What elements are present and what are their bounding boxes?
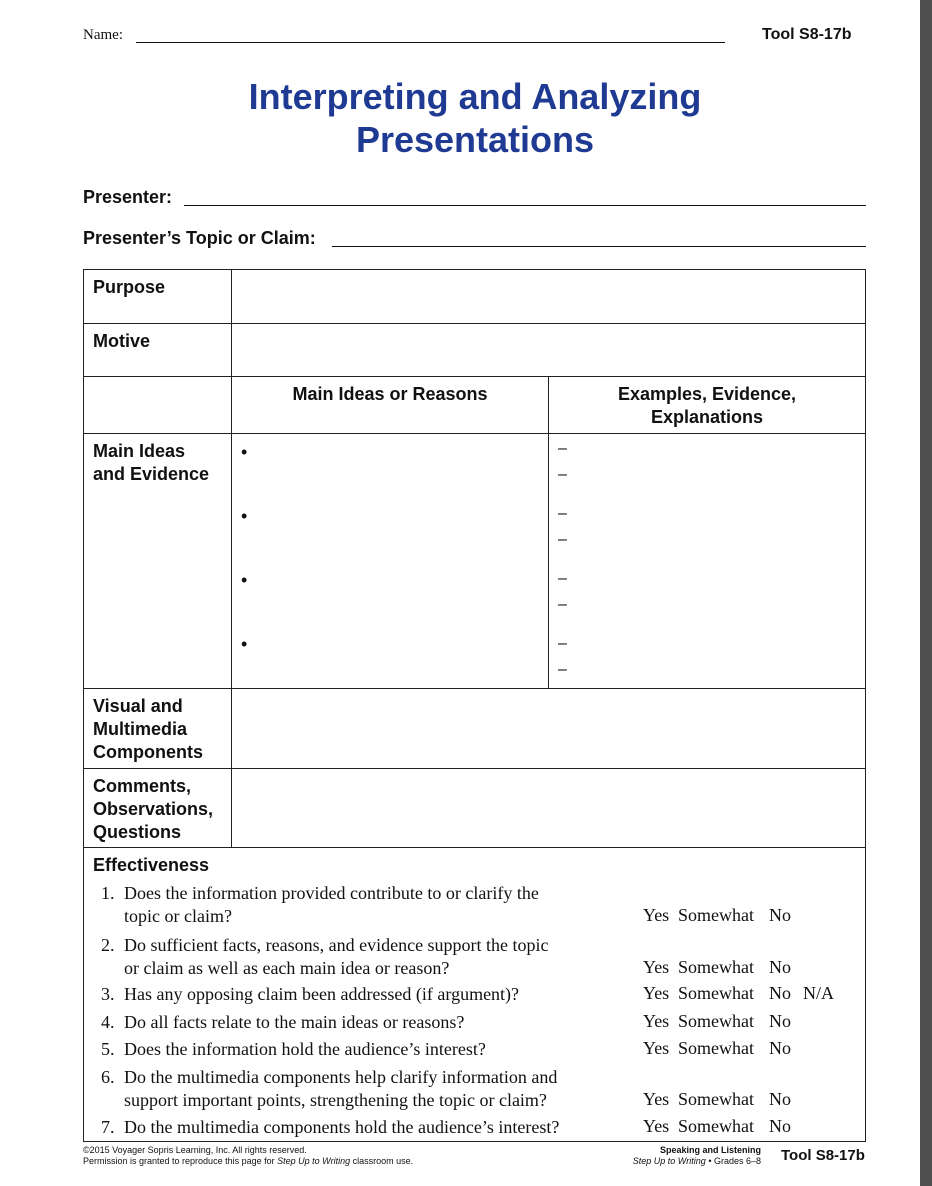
label-line: Components	[93, 742, 203, 762]
question-number: 1.	[101, 883, 115, 903]
topic-line[interactable]	[332, 246, 866, 247]
evidence-field[interactable]	[548, 433, 866, 689]
answer-option-no[interactable]: No	[769, 1011, 791, 1031]
main-ideas-label	[83, 433, 232, 689]
question-text: Do sufficient facts, reasons, and evidence support the topic	[124, 935, 549, 955]
copyright: ©2015 Voyager Sopris Learning, Inc. All rights reserved.	[83, 1145, 307, 1155]
question-number: 4.	[101, 1012, 115, 1032]
page-title	[0, 75, 932, 161]
name-line[interactable]	[136, 42, 725, 43]
permission-text: classroom use.	[350, 1156, 414, 1166]
label-line: Multimedia	[93, 719, 188, 739]
book-title: Step Up to Writing	[632, 1156, 706, 1166]
answer-option-somewhat[interactable]: Somewhat	[678, 983, 754, 1003]
dash: –	[558, 635, 567, 652]
answer-option-yes[interactable]: Yes	[643, 905, 670, 925]
answer-option-na[interactable]: N/A	[803, 983, 834, 1003]
bullet: •	[241, 506, 248, 526]
question-text: or claim as well as each main idea or reason?	[124, 958, 450, 978]
main-ideas-field[interactable]	[231, 433, 549, 689]
dash: –	[558, 505, 567, 522]
label-line: Questions	[93, 822, 182, 842]
motive-label: Motive	[83, 323, 232, 377]
answer-option-no[interactable]: No	[769, 1089, 791, 1109]
answer-option-yes[interactable]: Yes	[643, 1089, 670, 1109]
visual-field[interactable]	[231, 688, 866, 769]
question-text: Has any opposing claim been addressed (if argument)?	[124, 984, 520, 1004]
label-line: Observations,	[93, 799, 214, 819]
comments-label	[83, 768, 232, 848]
question-number: 3.	[101, 984, 115, 1004]
grades: • Grades 6–8	[705, 1156, 761, 1166]
scrollbar[interactable]	[920, 0, 932, 1186]
question-number: 6.	[101, 1067, 115, 1087]
permission-text: Permission is granted to reproduce this page for	[83, 1156, 278, 1166]
label-line: Comments,	[93, 776, 192, 796]
dash: –	[558, 466, 567, 483]
footer-tool-id: Tool S8-17b	[781, 1147, 865, 1164]
question-number: 5.	[101, 1039, 115, 1059]
footer-left	[83, 1145, 413, 1167]
dash: –	[558, 440, 567, 457]
answer-option-no[interactable]: No	[769, 905, 791, 925]
answer-option-somewhat[interactable]: Somewhat	[678, 905, 754, 925]
bullet: •	[241, 634, 248, 654]
motive-field[interactable]	[231, 323, 866, 377]
footer-right	[633, 1145, 761, 1167]
topic-label: Presenter’s Topic or Claim:	[83, 228, 316, 248]
section: Speaking and Listening	[659, 1145, 761, 1155]
question-number: 2.	[101, 935, 115, 955]
question-text: Does the information hold the audience’s interest?	[124, 1039, 486, 1059]
dash: –	[558, 596, 567, 613]
question-text: support important points, strengthening the topic or claim?	[124, 1090, 547, 1110]
effectiveness-section	[83, 847, 866, 1142]
blank-header-cell	[83, 376, 232, 434]
answer-option-no[interactable]: No	[769, 983, 791, 1003]
col-examples	[548, 376, 866, 434]
col-main-ideas: Main Ideas or Reasons	[231, 376, 549, 434]
label-line: Visual and	[93, 696, 183, 716]
answer-option-somewhat[interactable]: Somewhat	[678, 1038, 754, 1058]
presenter-line[interactable]	[184, 205, 866, 206]
question-number: 7.	[101, 1117, 115, 1137]
title-line-1: Interpreting and Analyzing	[248, 76, 702, 117]
title-line-2: Presentations	[355, 119, 595, 160]
bullet: •	[241, 570, 248, 590]
question-text: Do the multimedia components hold the audience’s interest?	[124, 1117, 560, 1137]
answer-option-somewhat[interactable]: Somewhat	[678, 1116, 754, 1136]
purpose-field[interactable]	[231, 269, 866, 324]
question-text: topic or claim?	[124, 906, 232, 926]
tool-id: Tool S8-17b	[762, 26, 852, 43]
answer-option-no[interactable]: No	[769, 1116, 791, 1136]
answer-option-somewhat[interactable]: Somewhat	[678, 1089, 754, 1109]
answer-option-yes[interactable]: Yes	[643, 1116, 670, 1136]
dash: –	[558, 531, 567, 548]
answer-option-somewhat[interactable]: Somewhat	[678, 1011, 754, 1031]
col-examples-line2: Explanations	[650, 407, 764, 427]
visual-label	[83, 688, 232, 769]
answer-option-yes[interactable]: Yes	[643, 983, 670, 1003]
answer-option-yes[interactable]: Yes	[643, 957, 670, 977]
purpose-label: Purpose	[83, 269, 232, 324]
answer-option-yes[interactable]: Yes	[643, 1011, 670, 1031]
answer-option-somewhat[interactable]: Somewhat	[678, 957, 754, 977]
label-line: and Evidence	[93, 464, 210, 484]
question-text: Does the information provided contribute to or clarify the	[124, 883, 539, 903]
dash: –	[558, 661, 567, 678]
col-examples-line1: Examples, Evidence,	[617, 384, 797, 404]
answer-option-no[interactable]: No	[769, 1038, 791, 1058]
book-title: Step Up to Writing	[277, 1156, 351, 1166]
label-line: Main Ideas	[93, 441, 186, 461]
question-text: Do all facts relate to the main ideas or reasons?	[124, 1012, 465, 1032]
book-grades	[633, 1156, 761, 1167]
dash: –	[558, 570, 567, 587]
permission	[83, 1156, 413, 1167]
name-label: Name:	[83, 27, 123, 43]
bullet: •	[241, 442, 248, 462]
effectiveness-heading: Effectiveness	[93, 855, 210, 875]
presenter-label: Presenter:	[83, 187, 173, 207]
question-text: Do the multimedia components help clarify information and	[124, 1067, 558, 1087]
answer-option-yes[interactable]: Yes	[643, 1038, 670, 1058]
comments-field[interactable]	[231, 768, 866, 848]
answer-option-no[interactable]: No	[769, 957, 791, 977]
